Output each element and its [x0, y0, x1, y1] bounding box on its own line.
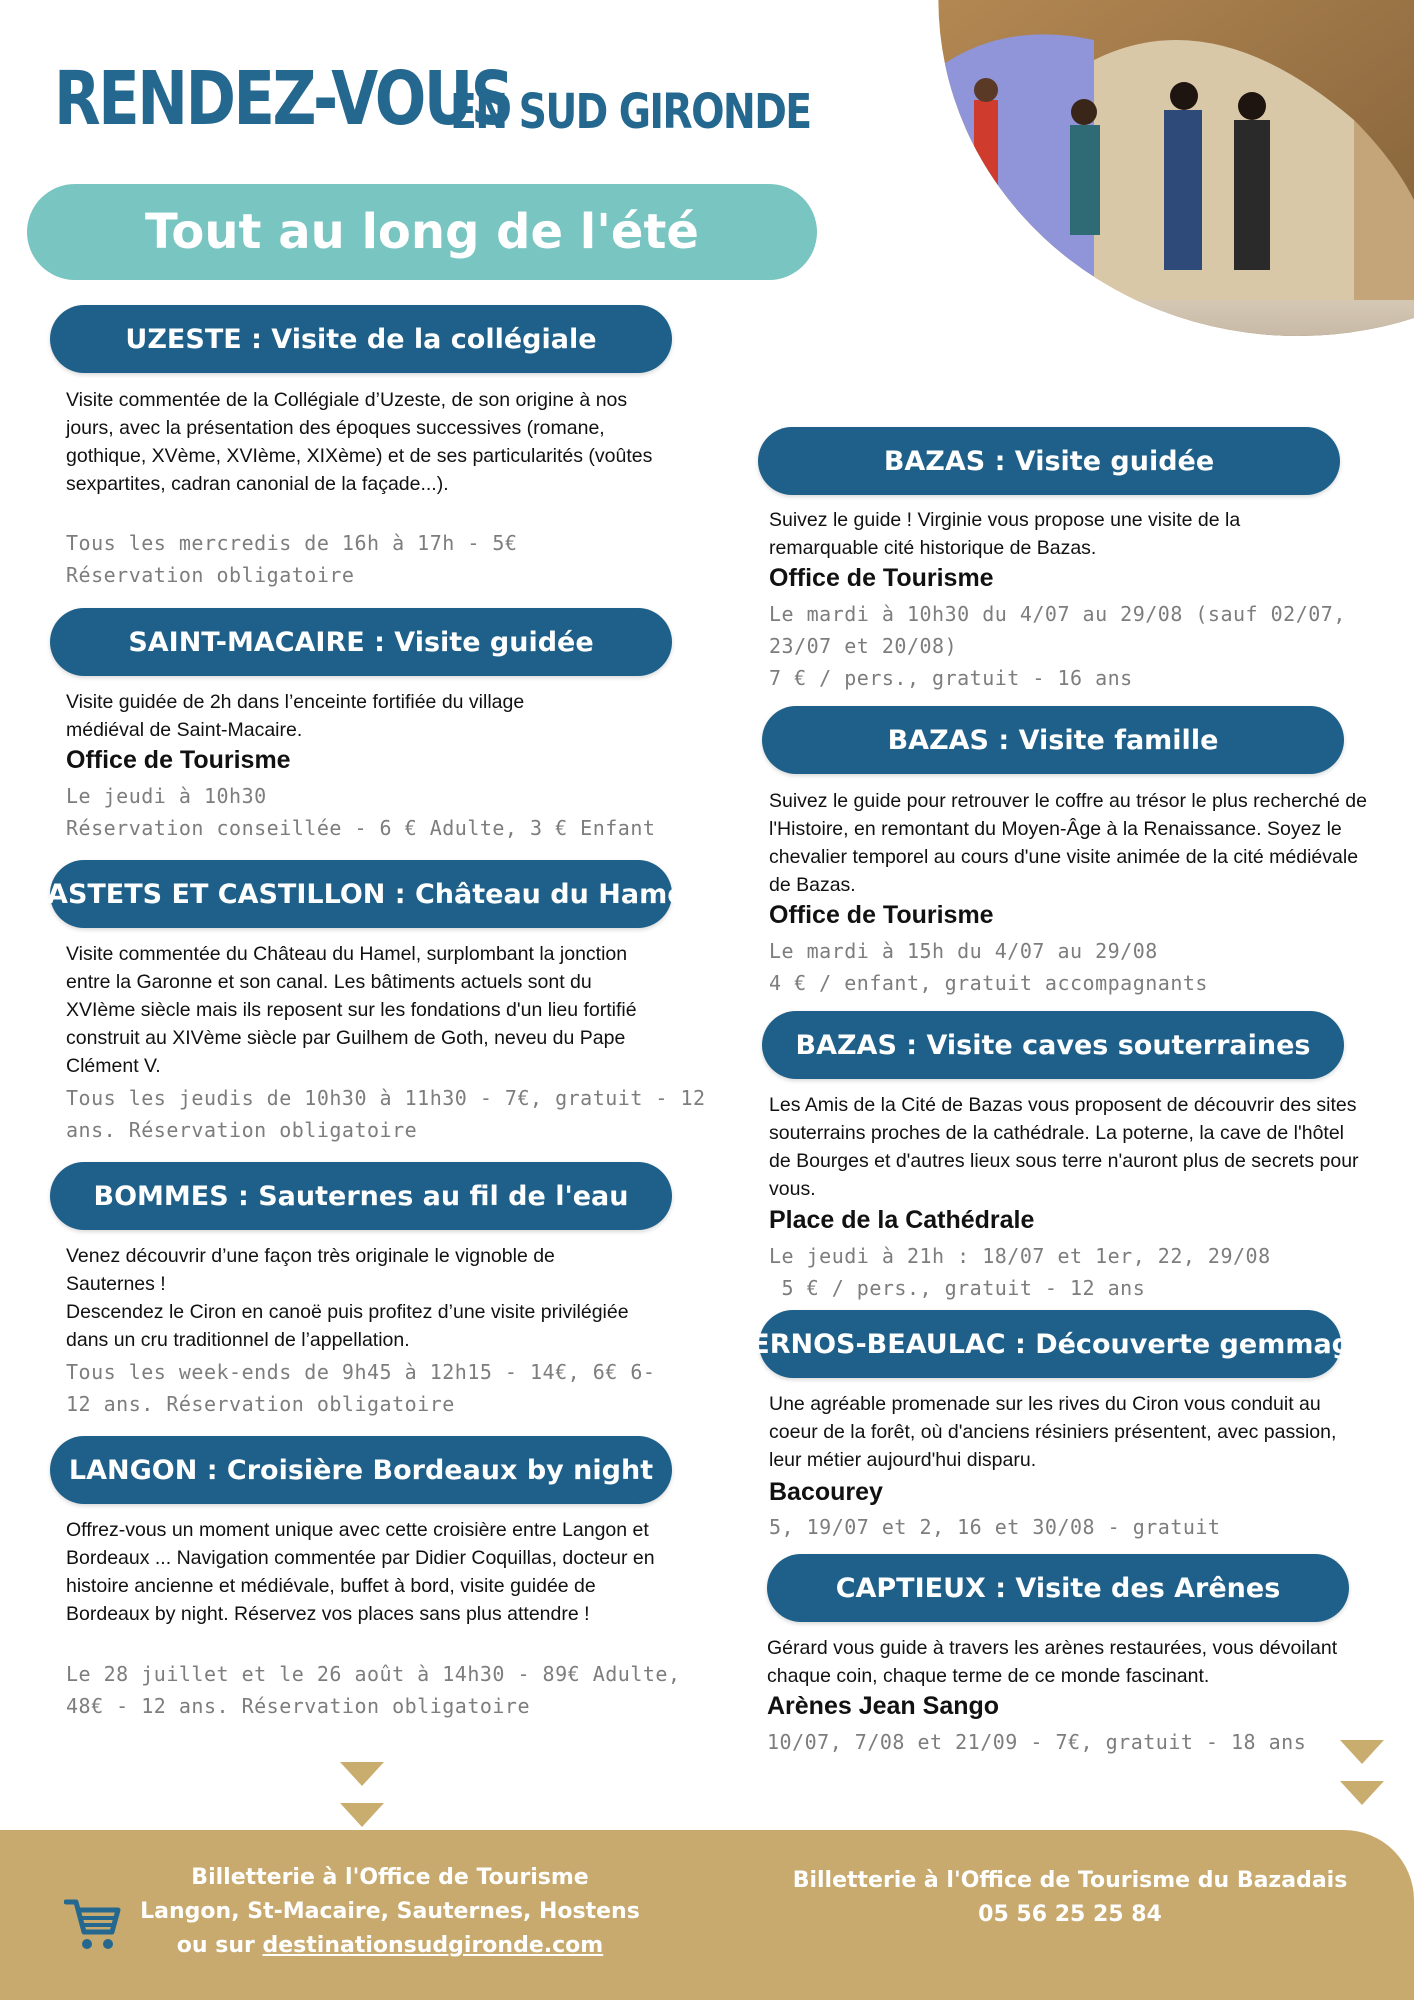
- event-description-bommes: Venez découvrir d’une façon très originale le vignoble de Sauternes ! Descendez le Ciron en canoë puis profitez d’une visite privilégiée dans un cru traditionnel de l’appellation.: [66, 1245, 629, 1351]
- event-schedule-bernos-beaulac: 5, 19/07 et 2, 16 et 30/08 - gratuit: [769, 1515, 1221, 1539]
- event-venue-bernos-beaulac: Bacourey: [769, 1478, 883, 1506]
- footer-right-line-1: Billetterie à l'Office de Tourisme du Bazadais: [792, 1868, 1348, 1893]
- event-description-uzeste: Visite commentée de la Collégiale d’Uzeste, de son origine à nos jours, avec la présentation des époques successives (romane, gothique, XVème, XVIème, XIXème) et de ses particularités (voûtes sexpartites, cadran canonial de la façade...).: [66, 389, 653, 495]
- event-booking-castets: ans. Réservation obligatoire: [66, 1118, 418, 1142]
- summer-banner: [27, 184, 817, 280]
- footer-left-line-2: Langon, St-Macaire, Sauternes, Hostens: [140, 1899, 640, 1924]
- event-description-bazas-caves: Les Amis de la Cité de Bazas vous proposent de découvrir des sites souterrains proches de la cathédrale. La poterne, la cave de l'hôtel de Bourges et d'autres lieux sous terre n'auront plus de secrets pour vous.: [769, 1094, 1359, 1200]
- event-title-bommes[interactable]: BOMMES : Sauternes au fil de l'eau: [50, 1162, 672, 1230]
- event-schedule-langon: Le 28 juillet et le 26 août à 14h30 - 89€ Adulte,: [66, 1662, 681, 1686]
- event-schedule-captieux: 10/07, 7/08 et 21/09 - 7€, gratuit - 18 ans: [767, 1730, 1307, 1754]
- website-link[interactable]: destinationsudgironde.com: [262, 1933, 604, 1958]
- footer-left-line-3: [130, 1929, 650, 1963]
- footer-left: [130, 1861, 650, 1963]
- event-venue-bazas-famille: Office de Tourisme: [769, 901, 994, 929]
- event-booking-saint-macaire: Réservation conseillée - 6 € Adulte, 3 € Enfant: [66, 816, 656, 840]
- event-title-saint-macaire[interactable]: SAINT-MACAIRE : Visite guidée: [50, 608, 672, 676]
- event-venue-captieux: Arènes Jean Sango: [767, 1692, 1000, 1720]
- event-price-bazas-caves: 5 € / pers., gratuit - 12 ans: [769, 1276, 1146, 1300]
- event-title-castets[interactable]: CASTETS ET CASTILLON : Château du Hamel: [50, 860, 672, 928]
- event-booking-uzeste: Réservation obligatoire: [66, 563, 355, 587]
- event-schedule-castets: Tous les jeudis de 10h30 à 11h30 - 7€, gratuit - 12: [66, 1086, 706, 1110]
- event-venue-bazas-guidee: Office de Tourisme: [769, 564, 994, 592]
- event-venue-saint-macaire: Office de Tourisme: [66, 746, 291, 774]
- event-description-bernos-beaulac: Une agréable promenade sur les rives du Ciron vous conduit au coeur de la forêt, où d'anciens résiniers présentent, avec passion, leur métier aujourd'hui disparu.: [769, 1393, 1337, 1471]
- event-description-bazas-guidee: Suivez le guide ! Virginie vous propose une visite de la remarquable cité historique de Bazas.: [769, 509, 1241, 559]
- event-title-bazas-famille[interactable]: BAZAS : Visite famille: [762, 706, 1344, 774]
- event-title-bernos-beaulac[interactable]: BERNOS-BEAULAC : Découverte gemmage: [759, 1310, 1341, 1378]
- event-description-bazas-famille: Suivez le guide pour retrouver le coffre au trésor le plus recherché de l'Histoire, en remontant du Moyen-Âge à la Renaissance. Soyez le chevalier temporel au cours d'une visite animée de la cité médiévale de Bazas.: [769, 790, 1367, 896]
- event-venue-bazas-caves: Place de la Cathédrale: [769, 1206, 1035, 1234]
- event-schedule-bommes: Tous les week-ends de 9h45 à 12h15 - 14€, 6€ 6-: [66, 1360, 656, 1384]
- event-booking-langon: 48€ - 12 ans. Réservation obligatoire: [66, 1694, 531, 1718]
- event-description-langon: Offrez-vous un moment unique avec cette croisière entre Langon et Bordeaux ... Navigation commentée par Didier Coquillas, docteur en histoire ancienne et médiévale, buffet à bord, visite guidée de Bordeaux by night. Réservez vos places sans plus attendre !: [66, 1519, 655, 1625]
- event-title-bazas-caves[interactable]: BAZAS : Visite caves souterraines: [762, 1011, 1344, 1079]
- down-arrow-icon: [340, 1762, 384, 1786]
- down-arrow-icon: [1340, 1781, 1384, 1805]
- event-schedule-uzeste: Tous les mercredis de 16h à 17h - 5€: [66, 531, 518, 555]
- event-title-bazas-guidee[interactable]: BAZAS : Visite guidée: [758, 427, 1340, 495]
- event-schedule-cont-bazas-guidee: 23/07 et 20/08): [769, 634, 958, 658]
- event-title-langon[interactable]: LANGON : Croisière Bordeaux by night: [50, 1436, 672, 1504]
- footer-phone: 05 56 25 25 84: [978, 1902, 1162, 1927]
- event-description-saint-macaire: Visite guidée de 2h dans l’enceinte fortifiée du village médiéval de Saint-Macaire.: [66, 691, 525, 741]
- event-description-castets: Visite commentée du Château du Hamel, surplombant la jonction entre la Garonne et son canal. Les bâtiments actuels sont du XVIème siècle mais ils reposent sur les fondations d'un lieu fortifié construit au XIVème siècle par Guilhem de Goth, neveu du Pape Clément V.: [66, 943, 637, 1077]
- footer-left-line-1: Billetterie à l'Office de Tourisme: [191, 1865, 589, 1890]
- event-title-captieux[interactable]: CAPTIEUX : Visite des Arênes: [767, 1554, 1349, 1622]
- footer-link-prefix: ou sur: [176, 1933, 263, 1958]
- banner-label: Tout au long de l'été: [145, 204, 699, 260]
- page-title: RENDEZ-VOUS: [54, 56, 512, 142]
- footer-right: [780, 1864, 1360, 1932]
- event-description-captieux: Gérard vous guide à travers les arènes restaurées, vous dévoilant chaque coin, chaque terme de ce monde fascinant.: [767, 1637, 1338, 1687]
- event-schedule-saint-macaire: Le jeudi à 10h30: [66, 784, 267, 808]
- down-arrow-icon: [1340, 1740, 1384, 1764]
- page-subtitle: EN SUD GIRONDE: [450, 84, 811, 140]
- event-price-bazas-famille: 4 € / enfant, gratuit accompagnants: [769, 971, 1208, 995]
- event-title-uzeste[interactable]: UZESTE : Visite de la collégiale: [50, 305, 672, 373]
- shopping-cart-icon[interactable]: [64, 1898, 122, 1957]
- event-schedule-bazas-guidee: Le mardi à 10h30 du 4/07 au 29/08 (sauf 02/07,: [769, 602, 1346, 626]
- header-photo: [834, 0, 1414, 420]
- event-booking-bommes: 12 ans. Réservation obligatoire: [66, 1392, 455, 1416]
- down-arrow-icon: [340, 1803, 384, 1827]
- event-price-bazas-guidee: 7 € / pers., gratuit - 16 ans: [769, 666, 1133, 690]
- event-schedule-bazas-caves: Le jeudi à 21h : 18/07 et 1er, 22, 29/08: [769, 1244, 1271, 1268]
- event-schedule-bazas-famille: Le mardi à 15h du 4/07 au 29/08: [769, 939, 1158, 963]
